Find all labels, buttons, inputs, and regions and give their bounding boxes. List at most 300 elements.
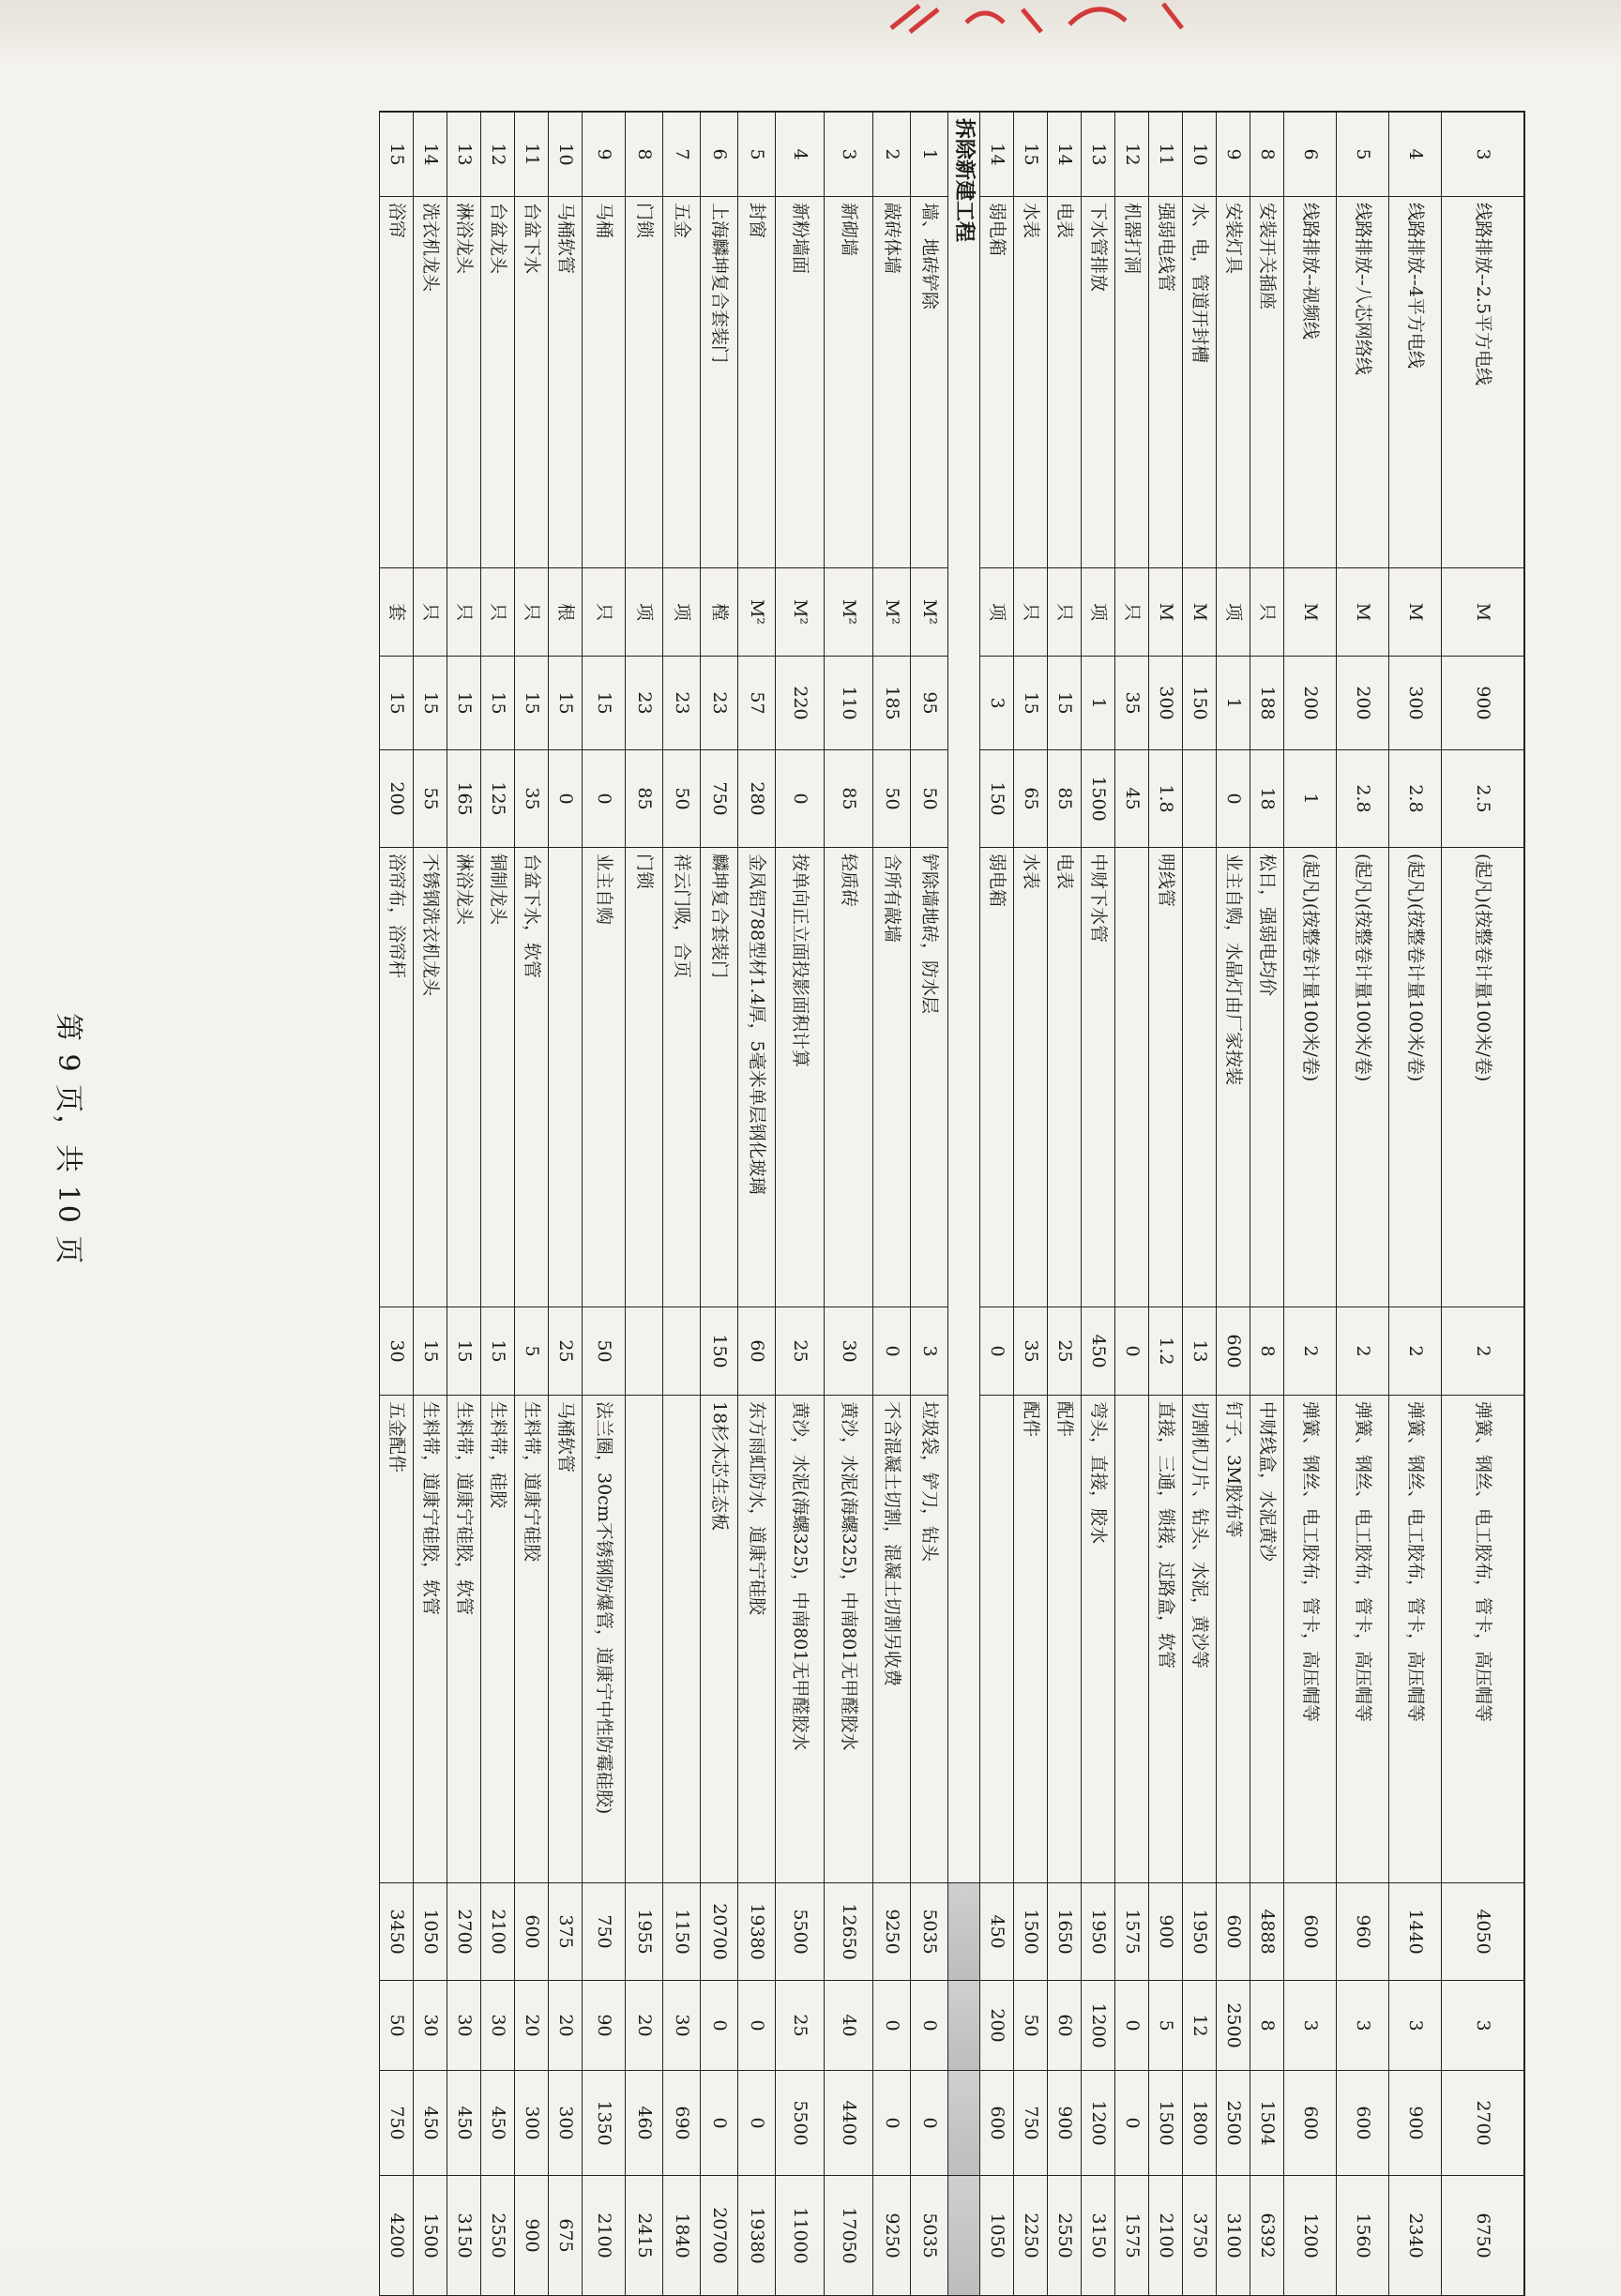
unit: 项 [1216, 568, 1250, 657]
labor-price: 0 [872, 1981, 910, 2071]
unit-price: 280 [737, 750, 775, 848]
quantity: 15 [548, 657, 582, 750]
material-total: 1650 [1047, 1883, 1081, 1981]
labor-price: 90 [582, 1981, 625, 2071]
row-total: 3100 [1216, 2176, 1250, 2296]
unit-price: 2.5 [1441, 750, 1523, 848]
aux-price: 2 [1441, 1307, 1523, 1396]
unit: 项 [662, 568, 700, 657]
labor-price: 1200 [1081, 1981, 1114, 2071]
labor-total: 0 [872, 2071, 910, 2176]
item-name: 门锁 [625, 197, 662, 568]
material-total: 900 [1148, 1883, 1182, 1981]
labor-total: 1200 [1081, 2071, 1114, 2176]
unit: 只 [582, 568, 625, 657]
material-total: 20700 [700, 1883, 737, 1981]
item-no: 11 [514, 113, 548, 197]
aux-price: 25 [775, 1307, 824, 1396]
aux-material: 黄沙，水泥(海螺325)，中南801无甲醛胶水 [775, 1396, 824, 1883]
labor-total: 1800 [1182, 2071, 1216, 2176]
quantity: 23 [700, 657, 737, 750]
quantity: 15 [480, 657, 514, 750]
unit: M² [824, 568, 872, 657]
item-name: 新砌墙 [824, 197, 872, 568]
item-no: 10 [1182, 113, 1216, 197]
aux-price: 600 [1216, 1307, 1250, 1396]
aux-material [662, 1396, 700, 1883]
unit: M [1336, 568, 1388, 657]
aux-material: 五金配件 [379, 1396, 413, 1883]
material-total: 600 [1216, 1883, 1250, 1981]
quantity: 1 [1081, 657, 1114, 750]
row-total: 2100 [1148, 2176, 1182, 2296]
material-total: 12650 [824, 1883, 872, 1981]
labor-price: 20 [514, 1981, 548, 2071]
unit: 项 [625, 568, 662, 657]
labor-total: 0 [910, 2071, 947, 2176]
aux-material [625, 1396, 662, 1883]
section-header: 拆除新建工程 [947, 113, 979, 1883]
row-total: 2550 [1047, 2176, 1081, 2296]
item-no: 15 [1013, 113, 1047, 197]
unit-price: 1500 [1081, 750, 1114, 848]
material-desc: 含所有敲墙 [872, 848, 910, 1307]
labor-total: 750 [1013, 2071, 1047, 2176]
quantity: 900 [1441, 657, 1523, 750]
row-total: 3150 [447, 2176, 480, 2296]
row-total: 19380 [737, 2176, 775, 2296]
unit-price: 85 [1047, 750, 1081, 848]
material-desc: 金凤铝788型材1.4厚，5毫米单层钢化玻璃 [737, 848, 775, 1307]
unit: 只 [480, 568, 514, 657]
aux-price: 15 [413, 1307, 447, 1396]
item-no: 9 [1216, 113, 1250, 197]
unit-price: 200 [379, 750, 413, 848]
item-no: 5 [737, 113, 775, 197]
aux-material: 弯头，直接，胶水 [1081, 1396, 1114, 1883]
aux-material: 生料带，道康宁硅胶，软管 [447, 1396, 480, 1883]
unit-price: 1.8 [1148, 750, 1182, 848]
quantity: 220 [775, 657, 824, 750]
aux-material: 黄沙，水泥(海螺325)，中南801无甲醛胶水 [824, 1396, 872, 1883]
aux-material: 弹簧、钢丝、电工胶布，管卡，高压帽等 [1336, 1396, 1388, 1883]
item-name: 马桶 [582, 197, 625, 568]
aux-material: 生料带，道康宁硅胶 [514, 1396, 548, 1883]
quantity: 23 [662, 657, 700, 750]
quotation-table [379, 111, 1525, 2296]
labor-price: 60 [1047, 1981, 1081, 2071]
material-desc: 弱电箱 [979, 848, 1013, 1307]
material-total: 4050 [1441, 1883, 1523, 1981]
labor-total: 600 [1336, 2071, 1388, 2176]
row-total: 1050 [979, 2176, 1013, 2296]
labor-total: 2500 [1216, 2071, 1250, 2176]
labor-price: 50 [1013, 1981, 1047, 2071]
item-no: 14 [1047, 113, 1081, 197]
unit: M² [910, 568, 947, 657]
material-desc: (起凡)(按整卷计量100米/卷) [1441, 848, 1523, 1307]
item-no: 4 [1388, 113, 1441, 197]
material-total: 1440 [1388, 1883, 1441, 1981]
row-total: 675 [548, 2176, 582, 2296]
item-no: 12 [480, 113, 514, 197]
row-total: 11000 [775, 2176, 824, 2296]
item-no: 15 [379, 113, 413, 197]
unit: M [1441, 568, 1523, 657]
unit-price: 50 [872, 750, 910, 848]
aux-price: 2 [1388, 1307, 1441, 1396]
labor-price: 50 [379, 1981, 413, 2071]
unit: 项 [979, 568, 1013, 657]
item-name: 墙、地砖铲除 [910, 197, 947, 568]
material-desc: 业主自购 [582, 848, 625, 1307]
aux-price: 2 [1283, 1307, 1336, 1396]
quantity: 300 [1148, 657, 1182, 750]
labor-total: 5500 [775, 2071, 824, 2176]
unit: M² [872, 568, 910, 657]
item-no: 5 [1336, 113, 1388, 197]
unit: 只 [447, 568, 480, 657]
material-desc: 门锁 [625, 848, 662, 1307]
labor-total: 2700 [1441, 2071, 1523, 2176]
item-name: 敲砖体墙 [872, 197, 910, 568]
material-desc: (起凡)(按整卷计量100米/卷) [1283, 848, 1336, 1307]
aux-material: 弹簧、钢丝、电工胶布，管卡，高压帽等 [1441, 1396, 1523, 1883]
item-name: 洗衣机龙头 [413, 197, 447, 568]
aux-material: 生料带，道康宁硅胶，软管 [413, 1396, 447, 1883]
unit-price: 45 [1114, 750, 1148, 848]
material-total: 600 [1283, 1883, 1336, 1981]
labor-total: 750 [379, 2071, 413, 2176]
labor-price: 3 [1441, 1981, 1523, 2071]
labor-total: 0 [1114, 2071, 1148, 2176]
item-name: 新粉墙面 [775, 197, 824, 568]
unit: M² [737, 568, 775, 657]
quantity: 3 [979, 657, 1013, 750]
item-name: 淋浴龙头 [447, 197, 480, 568]
unit-price: 2.8 [1336, 750, 1388, 848]
material-total: 19380 [737, 1883, 775, 1981]
labor-total: 450 [480, 2071, 514, 2176]
aux-material: 垃圾袋，铲刀，钻头 [910, 1396, 947, 1883]
quantity: 15 [582, 657, 625, 750]
row-total: 20700 [700, 2176, 737, 2296]
material-total: 375 [548, 1883, 582, 1981]
item-no: 1 [910, 113, 947, 197]
material-total: 3450 [379, 1883, 413, 1981]
material-desc: (起凡)(按整卷计量100米/卷) [1388, 848, 1441, 1307]
material-desc: 台盆下水，软管 [514, 848, 548, 1307]
row-total: 6750 [1441, 2176, 1523, 2296]
aux-price: 0 [979, 1307, 1013, 1396]
unit-price: 750 [700, 750, 737, 848]
unit-price: 85 [625, 750, 662, 848]
item-no: 6 [1283, 113, 1336, 197]
material-total: 9250 [872, 1883, 910, 1981]
labor-price: 5 [1148, 1981, 1182, 2071]
aux-material: 钉子、3M胶布等 [1216, 1396, 1250, 1883]
row-total: 3150 [1081, 2176, 1114, 2296]
unit-price: 0 [582, 750, 625, 848]
item-no: 9 [582, 113, 625, 197]
quantity: 23 [625, 657, 662, 750]
unit: 只 [1013, 568, 1047, 657]
material-total: 1150 [662, 1883, 700, 1981]
row-total: 2100 [582, 2176, 625, 2296]
labor-total: 690 [662, 2071, 700, 2176]
labor-total: 4400 [824, 2071, 872, 2176]
section-shade-cell [947, 2176, 979, 2296]
labor-price: 3 [1388, 1981, 1441, 2071]
item-no: 14 [413, 113, 447, 197]
item-no: 12 [1114, 113, 1148, 197]
item-name: 水表 [1013, 197, 1047, 568]
quantity: 35 [1114, 657, 1148, 750]
quantity: 200 [1336, 657, 1388, 750]
aux-price [662, 1307, 700, 1396]
unit-price: 85 [824, 750, 872, 848]
row-total: 1200 [1283, 2176, 1336, 2296]
labor-total: 0 [700, 2071, 737, 2176]
aux-price: 25 [548, 1307, 582, 1396]
labor-total: 900 [1388, 2071, 1441, 2176]
aux-material: 弹簧、钢丝、电工胶布，管卡，高压帽等 [1283, 1396, 1336, 1883]
unit-price: 50 [910, 750, 947, 848]
material-total: 1500 [1013, 1883, 1047, 1981]
unit-price: 50 [662, 750, 700, 848]
material-total: 1955 [625, 1883, 662, 1981]
quantity: 188 [1250, 657, 1283, 750]
material-desc: 祥云门吸，合页 [662, 848, 700, 1307]
material-desc: 按单向正立面投影面积计算 [775, 848, 824, 1307]
unit-price: 1 [1283, 750, 1336, 848]
material-desc: 铲除墙地砖，防水层 [910, 848, 947, 1307]
aux-price: 30 [824, 1307, 872, 1396]
unit-price: 55 [413, 750, 447, 848]
aux-price: 450 [1081, 1307, 1114, 1396]
unit: 只 [1114, 568, 1148, 657]
unit: 只 [514, 568, 548, 657]
row-total: 2250 [1013, 2176, 1047, 2296]
labor-price: 0 [910, 1981, 947, 2071]
aux-material: 18杉木芯生态板 [700, 1396, 737, 1883]
item-name: 安装灯具 [1216, 197, 1250, 568]
aux-material [979, 1396, 1013, 1883]
quantity: 15 [413, 657, 447, 750]
labor-total: 600 [979, 2071, 1013, 2176]
aux-material: 马桶软管 [548, 1396, 582, 1883]
item-name: 强弱电线管 [1148, 197, 1182, 568]
material-total: 2100 [480, 1883, 514, 1981]
material-desc: 中财下水管 [1081, 848, 1114, 1307]
unit: M [1182, 568, 1216, 657]
quantity: 300 [1388, 657, 1441, 750]
labor-price: 30 [480, 1981, 514, 2071]
item-no: 8 [625, 113, 662, 197]
labor-total: 1500 [1148, 2071, 1182, 2176]
unit: M [1148, 568, 1182, 657]
labor-price: 25 [775, 1981, 824, 2071]
item-name: 机器打洞 [1114, 197, 1148, 568]
material-desc: (起凡)(按整卷计量100米/卷) [1336, 848, 1388, 1307]
labor-total: 450 [413, 2071, 447, 2176]
labor-total: 300 [514, 2071, 548, 2176]
quantity: 200 [1283, 657, 1336, 750]
item-no: 14 [979, 113, 1013, 197]
quantity: 15 [1013, 657, 1047, 750]
material-desc: 明线管 [1148, 848, 1182, 1307]
row-total: 1500 [413, 2176, 447, 2296]
unit-price: 18 [1250, 750, 1283, 848]
aux-price: 3 [910, 1307, 947, 1396]
item-no: 6 [700, 113, 737, 197]
item-name: 弱电箱 [979, 197, 1013, 568]
aux-price: 0 [872, 1307, 910, 1396]
labor-price: 0 [1114, 1981, 1148, 2071]
aux-price: 60 [737, 1307, 775, 1396]
labor-price: 200 [979, 1981, 1013, 2071]
material-desc [1182, 848, 1216, 1307]
row-total: 1560 [1336, 2176, 1388, 2296]
aux-price: 150 [700, 1307, 737, 1396]
material-desc: 淋浴龙头 [447, 848, 480, 1307]
labor-price: 2500 [1216, 1981, 1250, 2071]
item-no: 3 [1441, 113, 1523, 197]
item-name: 线路排放--视频线 [1283, 197, 1336, 568]
labor-price: 0 [700, 1981, 737, 2071]
aux-price: 25 [1047, 1307, 1081, 1396]
material-total: 750 [582, 1883, 625, 1981]
row-total: 1840 [662, 2176, 700, 2296]
labor-total: 600 [1283, 2071, 1336, 2176]
material-total: 1950 [1081, 1883, 1114, 1981]
item-no: 3 [824, 113, 872, 197]
item-name: 浴帘 [379, 197, 413, 568]
labor-price: 3 [1336, 1981, 1388, 2071]
item-name: 线路排放--2.5平方电线 [1441, 197, 1523, 568]
item-no: 7 [662, 113, 700, 197]
labor-total: 460 [625, 2071, 662, 2176]
quantity: 95 [910, 657, 947, 750]
unit-price: 65 [1013, 750, 1047, 848]
aux-price: 15 [480, 1307, 514, 1396]
aux-material: 弹簧、钢丝、电工胶布，管卡，高压帽等 [1388, 1396, 1441, 1883]
aux-material: 直接，三通，锁接，过路盒，软管 [1148, 1396, 1182, 1883]
quantity: 15 [1047, 657, 1081, 750]
material-total: 960 [1336, 1883, 1388, 1981]
unit-price: 150 [979, 750, 1013, 848]
aux-material: 中财线盒，水泥黄沙 [1250, 1396, 1283, 1883]
item-name: 马桶软管 [548, 197, 582, 568]
labor-price: 30 [413, 1981, 447, 2071]
row-total: 900 [514, 2176, 548, 2296]
item-no: 2 [872, 113, 910, 197]
row-total: 2550 [480, 2176, 514, 2296]
item-no: 8 [1250, 113, 1283, 197]
labor-total: 900 [1047, 2071, 1081, 2176]
unit-price: 125 [480, 750, 514, 848]
item-no: 13 [447, 113, 480, 197]
aux-price: 13 [1182, 1307, 1216, 1396]
material-desc: 铜制龙头 [480, 848, 514, 1307]
quantity: 15 [447, 657, 480, 750]
material-desc: 电表 [1047, 848, 1081, 1307]
unit: 套 [379, 568, 413, 657]
page-number: 第 9 页，共 10 页 [52, 1013, 84, 1266]
row-total: 9250 [872, 2176, 910, 2296]
labor-total: 450 [447, 2071, 480, 2176]
aux-material: 配件 [1047, 1396, 1081, 1883]
material-desc [1114, 848, 1148, 1307]
material-desc: 轻质砖 [824, 848, 872, 1307]
aux-price [625, 1307, 662, 1396]
labor-price: 8 [1250, 1981, 1283, 2071]
material-desc: 不锈钢洗衣机龙头 [413, 848, 447, 1307]
material-desc: 浴帘布，浴帘杆 [379, 848, 413, 1307]
unit: 只 [1047, 568, 1081, 657]
labor-total: 300 [548, 2071, 582, 2176]
item-no: 13 [1081, 113, 1114, 197]
aux-price: 0 [1114, 1307, 1148, 1396]
aux-price: 2 [1336, 1307, 1388, 1396]
material-total: 600 [514, 1883, 548, 1981]
quantity: 15 [379, 657, 413, 750]
unit-price: 0 [775, 750, 824, 848]
row-total: 3750 [1182, 2176, 1216, 2296]
labor-price: 40 [824, 1981, 872, 2071]
labor-total: 0 [737, 2071, 775, 2176]
unit-price: 2.8 [1388, 750, 1441, 848]
unit-price: 0 [548, 750, 582, 848]
item-name: 线路排放--八芯网络线 [1336, 197, 1388, 568]
item-name: 上海麟坤复合套装门 [700, 197, 737, 568]
row-total: 2415 [625, 2176, 662, 2296]
labor-total: 1504 [1250, 2071, 1283, 2176]
labor-price: 0 [737, 1981, 775, 2071]
labor-total: 1350 [582, 2071, 625, 2176]
material-total: 5035 [910, 1883, 947, 1981]
aux-material: 东方雨虹防水，道康宁硅胶 [737, 1396, 775, 1883]
aux-price: 8 [1250, 1307, 1283, 1396]
aux-price: 50 [582, 1307, 625, 1396]
item-name: 下水管排放 [1081, 197, 1114, 568]
item-name: 安装开关插座 [1250, 197, 1283, 568]
aux-price: 35 [1013, 1307, 1047, 1396]
item-name: 五金 [662, 197, 700, 568]
material-total: 2700 [447, 1883, 480, 1981]
unit-price [1182, 750, 1216, 848]
item-name: 线路排放--4平方电线 [1388, 197, 1441, 568]
row-total: 2340 [1388, 2176, 1441, 2296]
labor-price: 3 [1283, 1981, 1336, 2071]
material-total: 1050 [413, 1883, 447, 1981]
aux-material: 法兰圈，30cm不锈钢防爆管，道康宁中性防霉硅胶) [582, 1396, 625, 1883]
aux-material [1114, 1396, 1148, 1883]
quantity: 110 [824, 657, 872, 750]
labor-price: 12 [1182, 1981, 1216, 2071]
labor-price: 20 [548, 1981, 582, 2071]
quantity: 150 [1182, 657, 1216, 750]
row-total: 4200 [379, 2176, 413, 2296]
aux-material: 配件 [1013, 1396, 1047, 1883]
material-desc: 松日，强弱电均价 [1250, 848, 1283, 1307]
material-desc: 业主自购，水晶灯由厂家按装 [1216, 848, 1250, 1307]
material-total: 4888 [1250, 1883, 1283, 1981]
section-shade-cell [947, 2071, 979, 2176]
item-name: 封窗 [737, 197, 775, 568]
material-desc [548, 848, 582, 1307]
section-shade-cell [947, 1981, 979, 2071]
